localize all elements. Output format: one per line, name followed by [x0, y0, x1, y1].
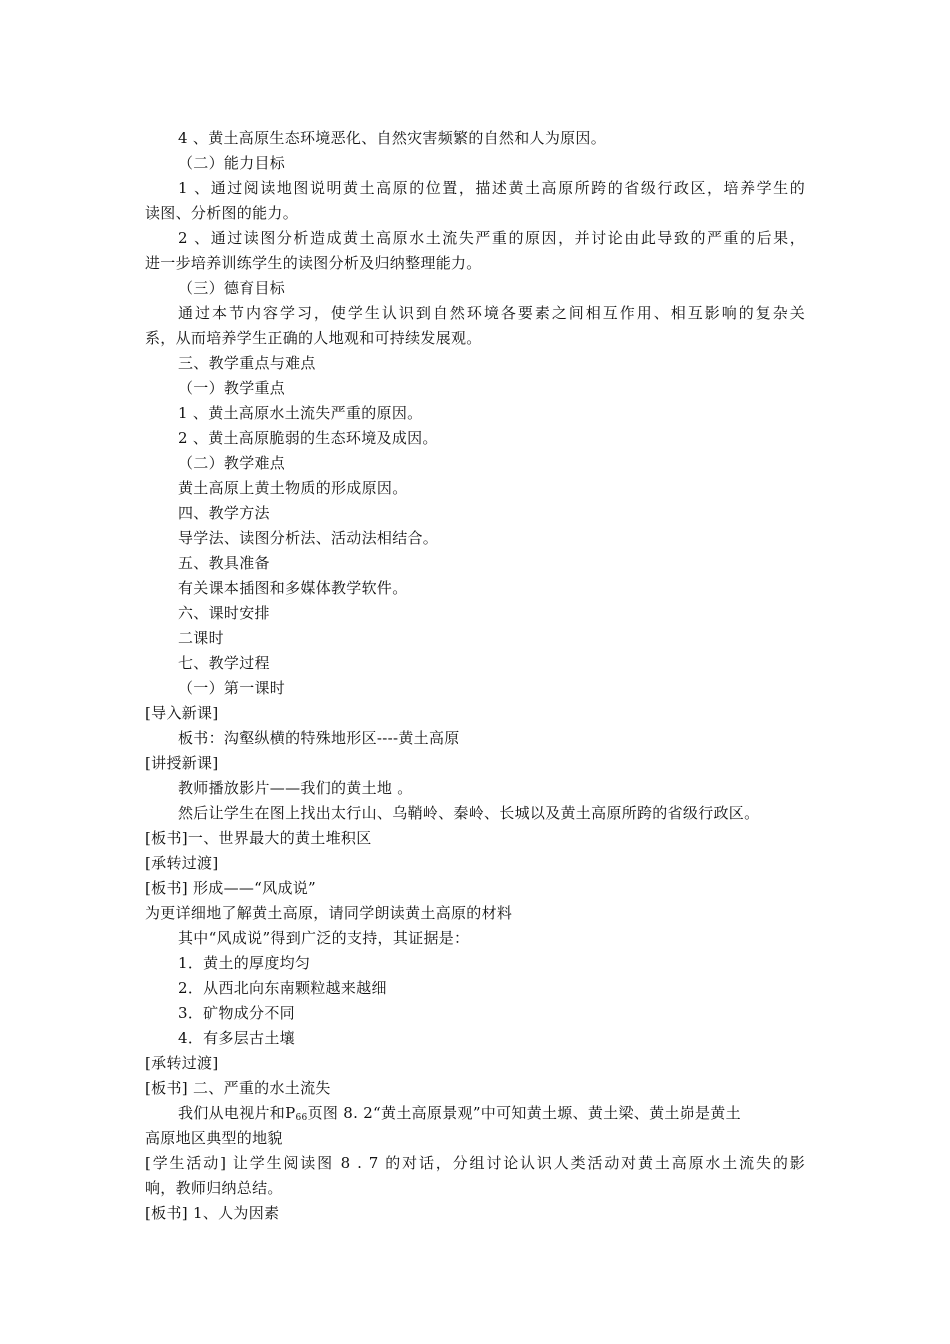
section-heading: 四、教学方法: [178, 504, 270, 522]
list-item: 4．有多层古土壤: [178, 1029, 295, 1047]
text-line: 2 、黄土高原脆弱的生态环境及成因。: [178, 429, 438, 447]
text-line: 2 、通过读图分析造成黄土高原水土流失严重的原因，并讨论由此导致的严重的后果，: [178, 229, 805, 247]
text-line: 为更详细地了解黄土高原，请同学朗读黄土高原的材料: [145, 904, 513, 922]
text-line: 1 、黄土高原水土流失严重的原因。: [178, 404, 423, 422]
text-line: 通过本节内容学习，使学生认识到自然环境各要素之间相互作用、相互影响的复杂关: [178, 304, 805, 322]
bracket-label: [板书]一、世界最大的黄土堆积区: [145, 829, 372, 847]
bracket-label: [学生活动] 让学生阅读图 8 . 7 的对话，分组讨论认识人类活动对黄土高原水土流失的影: [145, 1154, 805, 1172]
list-item: 2．从西北向东南颗粒越来越细: [178, 979, 387, 997]
text-line: 然后让学生在图上找出太行山、乌鞘岭、秦岭、长城以及黄土高原所跨的省级行政区。: [178, 804, 760, 822]
page-subscript: 66: [295, 1113, 308, 1123]
bracket-label: [导入新课]: [145, 704, 219, 722]
text-line: 读图、分析图的能力。: [145, 204, 299, 222]
section-heading: （一）教学重点: [178, 379, 286, 397]
section-heading: （三）德育目标: [178, 279, 286, 297]
text-line: 教师播放影片——我们的黄土地 。: [178, 779, 413, 797]
text-line: 有关课本插图和多媒体教学软件。: [178, 579, 408, 597]
section-heading: 三、教学重点与难点: [178, 354, 316, 372]
section-heading: （二）能力目标: [178, 154, 286, 172]
text-line: 二课时: [178, 629, 224, 647]
text-fragment: 我们从电视片和P: [178, 1104, 296, 1122]
section-heading: 六、课时安排: [178, 604, 270, 622]
list-item: 3．矿物成分不同: [178, 1004, 295, 1022]
text-line: [178, 1103, 741, 1128]
text-line: 4 、黄土高原生态环境恶化、自然灾害频繁的自然和人为原因。: [178, 129, 607, 147]
bracket-label: [板书] 二、严重的水土流失: [145, 1079, 331, 1097]
text-line: 板书：沟壑纵横的特殊地形区----黄土高原: [178, 729, 460, 747]
section-heading: （一）第一课时: [178, 679, 286, 697]
section-heading: 七、教学过程: [178, 654, 270, 672]
text-line: 黄土高原上黄土物质的形成原因。: [178, 479, 408, 497]
section-heading: （二）教学难点: [178, 454, 286, 472]
text-fragment: 页图 8. 2“黄土高原景观”中可知黄土塬、黄土梁、黄土峁是黄土: [307, 1104, 741, 1122]
bracket-label: [承转过渡]: [145, 1054, 219, 1072]
section-heading: 五、教具准备: [178, 554, 270, 572]
text-line: 1 、通过阅读地图说明黄土高原的位置，描述黄土高原所跨的省级行政区，培养学生的: [178, 179, 805, 197]
text-line: 进一步培养训练学生的读图分析及归纳整理能力。: [145, 254, 482, 272]
bracket-label: [板书] 形成——“风成说”: [145, 879, 317, 897]
list-item: 1．黄土的厚度均匀: [178, 954, 311, 972]
text-line: 导学法、读图分析法、活动法相结合。: [178, 529, 439, 547]
text-line: 响，教师归纳总结。: [145, 1179, 283, 1197]
text-line: 其中“风成说”得到广泛的支持，其证据是：: [178, 929, 470, 947]
bracket-label: [板书] 1、人为因素: [145, 1204, 280, 1222]
bracket-label: [讲授新课]: [145, 754, 219, 772]
text-line: 高原地区典型的地貌: [145, 1129, 283, 1147]
text-line: 系，从而培养学生正确的人地观和可持续发展观。: [145, 329, 482, 347]
bracket-label: [承转过渡]: [145, 854, 219, 872]
